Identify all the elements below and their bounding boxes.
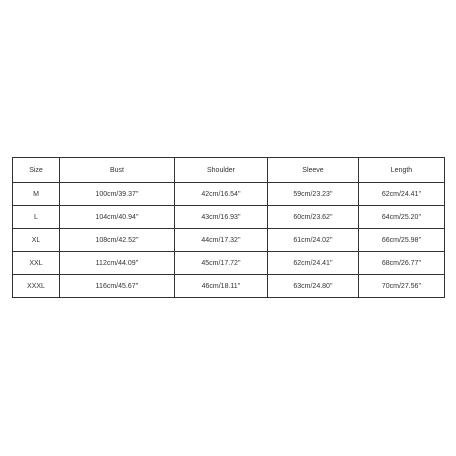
table-row <box>13 206 445 229</box>
cell-bust: 112cm/44.09'' <box>60 252 175 275</box>
table-row <box>13 275 445 298</box>
cell-shoulder: 45cm/17.72'' <box>175 252 268 275</box>
cell-size: L <box>13 206 60 229</box>
cell-bust: 100cm/39.37'' <box>60 183 175 206</box>
cell-size: M <box>13 183 60 206</box>
cell-length: 66cm/25.98'' <box>359 229 445 252</box>
header-bust: Bust <box>60 158 175 183</box>
cell-shoulder: 46cm/18.11'' <box>175 275 268 298</box>
size-chart-table <box>12 157 445 298</box>
table-row <box>13 252 445 275</box>
cell-bust: 116cm/45.67'' <box>60 275 175 298</box>
cell-length: 68cm/26.77'' <box>359 252 445 275</box>
cell-sleeve: 61cm/24.02'' <box>268 229 359 252</box>
cell-size: XXL <box>13 252 60 275</box>
cell-size: XXXL <box>13 275 60 298</box>
header-size: Size <box>13 158 60 183</box>
header-sleeve: Sleeve <box>268 158 359 183</box>
cell-length: 62cm/24.41'' <box>359 183 445 206</box>
table-header-row <box>13 158 445 183</box>
cell-shoulder: 42cm/16.54'' <box>175 183 268 206</box>
cell-shoulder: 43cm/16.93'' <box>175 206 268 229</box>
cell-shoulder: 44cm/17.32'' <box>175 229 268 252</box>
header-length: Length <box>359 158 445 183</box>
cell-bust: 108cm/42.52'' <box>60 229 175 252</box>
cell-length: 70cm/27.56'' <box>359 275 445 298</box>
cell-sleeve: 63cm/24.80'' <box>268 275 359 298</box>
cell-bust: 104cm/40.94'' <box>60 206 175 229</box>
cell-sleeve: 60cm/23.62'' <box>268 206 359 229</box>
cell-size: XL <box>13 229 60 252</box>
cell-length: 64cm/25.20'' <box>359 206 445 229</box>
table-row <box>13 229 445 252</box>
cell-sleeve: 59cm/23.23'' <box>268 183 359 206</box>
table-row <box>13 183 445 206</box>
header-shoulder: Shoulder <box>175 158 268 183</box>
cell-sleeve: 62cm/24.41'' <box>268 252 359 275</box>
